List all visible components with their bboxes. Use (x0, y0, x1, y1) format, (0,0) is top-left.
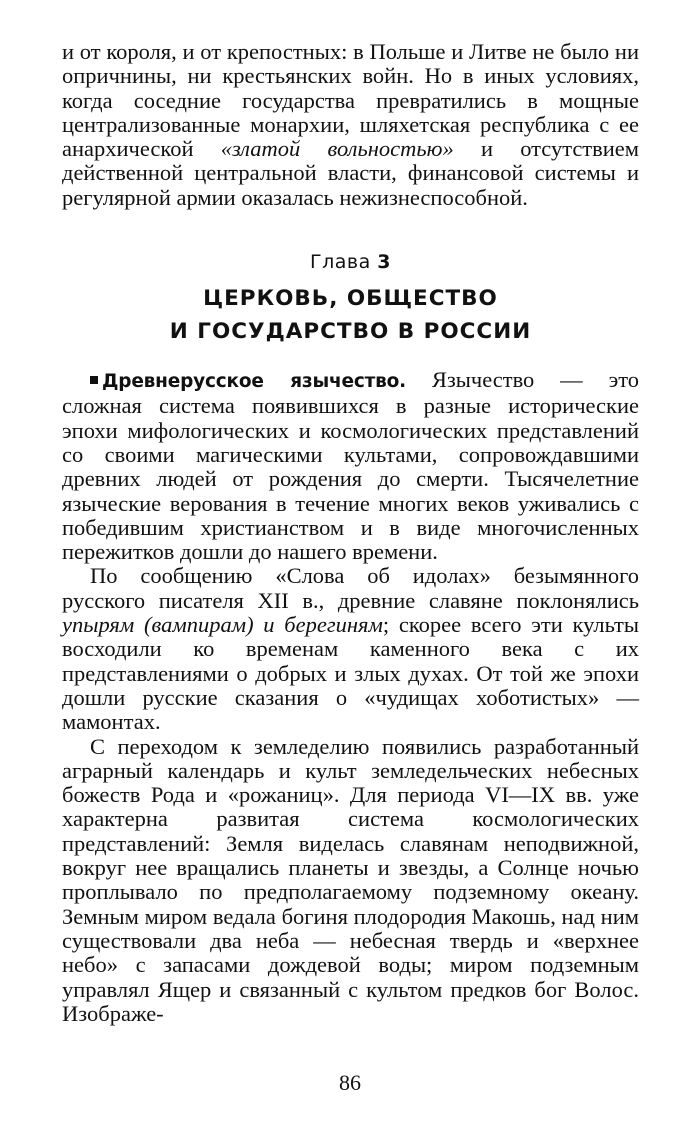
bullet-square-icon (90, 376, 98, 384)
paragraph-top (62, 40, 639, 210)
page-number: 86 (339, 1070, 361, 1095)
italic-term: упырям (вампирам) и берегиням (62, 612, 383, 638)
paragraph-text: Язычество — это сложная система появившихся в разные исторические эпохи мифологических и космологических представлений со своими магическими культами, сопровождавшими древних людей от рождения до смерти. Тысячелетние языческие верования в течение многих веков уживались с победившим христианством и в виде многочисленных пережитков дошли до нашего времени. (62, 367, 640, 565)
paragraph-3 (62, 735, 639, 1027)
section-heading (90, 371, 406, 392)
paragraph-text: По сообщению «Слова об идолах» безымянного русского писателя XII в., древние славяне поклонялись (62, 563, 639, 613)
section-heading-text: Древнерусское язычество. (102, 371, 406, 393)
chapter-number-value: 3 (377, 251, 391, 274)
paragraph-2 (62, 564, 639, 734)
italic-term: «златой вольностью» (220, 136, 454, 162)
chapter-title-line: ЦЕРКОВЬ, ОБЩЕСТВО (203, 286, 498, 312)
chapter-number (62, 250, 639, 274)
paragraph-text: и от короля, и от крепостных: в Польше и Литве не было ни опричнины, ни крестьянских войн. Но в иных условиях, когда соседние государства превратились в мощные централизованные монархии, шляхетская республика с ее анархической (62, 39, 639, 162)
paragraph-text: С переходом к земледелию появились разработанный аграрный календарь и культ земледельческих небесных божеств Рода и «рожаниц». Для периода VI—IX вв. уже характерна развитая система космологических представлений: Земля виделась славянам неподвижной, вокруг нее вращались планеты и звезды, а Солнце ночью проплывало по предполагаемому подземному океану. Земным миром ведала богиня плодородия Макошь, над ним существовали два неба — небесная твердь и «верхнее небо» с запасами дождевой воды; миром подземным управлял Ящер и связанный с культом предков бог Волос. Изображе- (62, 733, 639, 1026)
chapter-title-line: И ГОСУДАРСТВО В РОССИИ (169, 319, 532, 345)
section-paragraph (62, 368, 639, 564)
chapter-label: Глава (310, 251, 371, 274)
page-content (62, 40, 639, 1026)
chapter-title (62, 282, 639, 348)
paragraph-text: ; скорее всего эти культы восходили ко временам каменного века с их представлениями о добрых и злых духах. От той же эпохи дошли русские сказания о «чудищах хоботистых» — мамонтах. (62, 612, 639, 735)
chapter-heading (62, 250, 639, 348)
paragraph-text: и отсутствием действенной центральной власти, финансовой системы и регулярной армии оказалась нежизнеспособной. (62, 136, 640, 210)
